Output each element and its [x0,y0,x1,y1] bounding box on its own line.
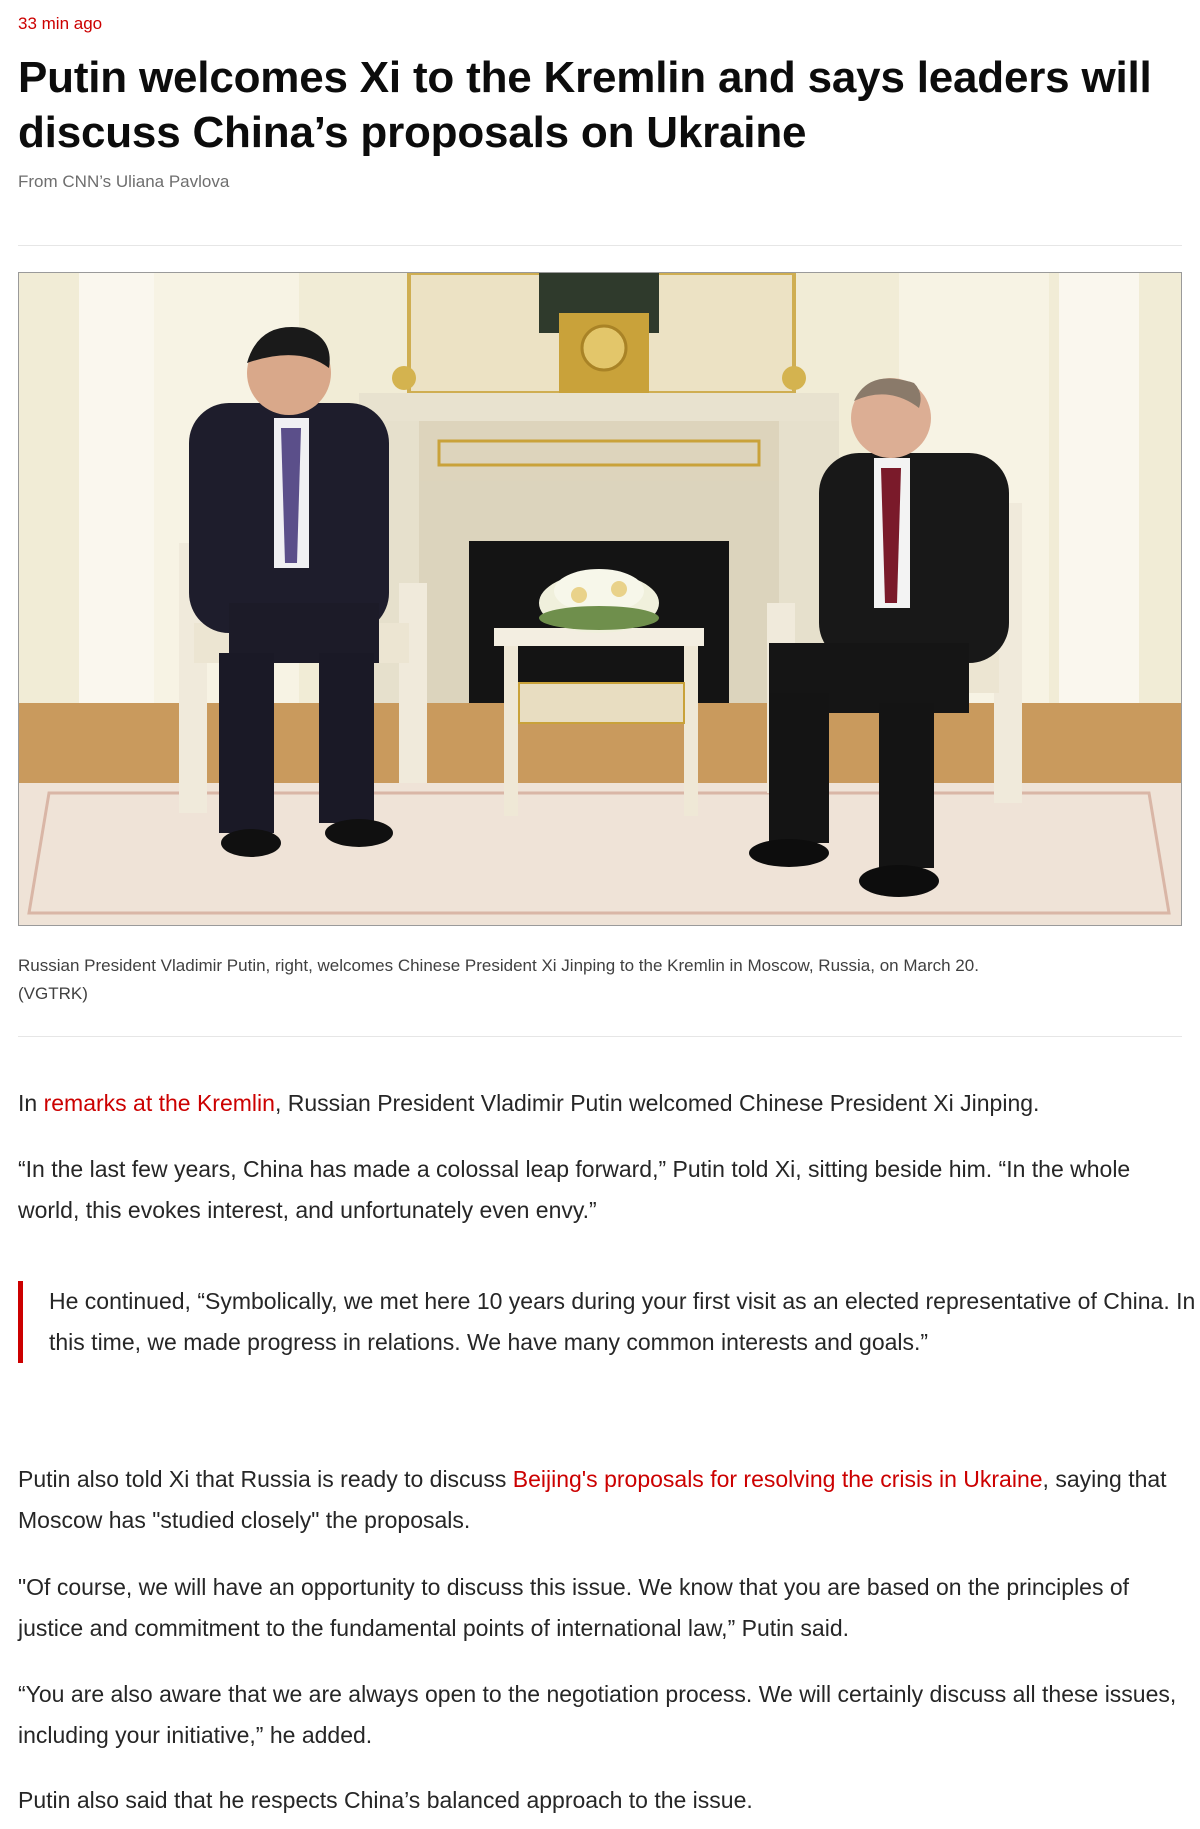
paragraph-text: In [18,1090,44,1116]
post-byline: From CNN’s Uliana Pavlova [18,172,230,191]
beijing-proposals-link[interactable]: Beijing's proposals for resolving the crisis in Ukraine [512,1466,1043,1492]
photo-caption-text: Russian President Vladimir Putin, right, welcomes Chinese President Xi Jinping to the Kremlin in Moscow, Russia, on March 20. [18,956,979,975]
body-paragraph-1 [18,1083,1183,1124]
post-headline: Putin welcomes Xi to the Kremlin and says leaders will discuss China’s proposals on Ukraine [18,53,1152,157]
divider [18,1036,1182,1037]
body-paragraph-2: “In the last few years, China has made a colossal leap forward,” Putin told Xi, sitting beside him. “In the whole world, this evokes interest, and unfortunately even envy.” [18,1156,1131,1223]
divider [18,245,1182,246]
body-paragraph-6: Putin also said that he respects China’s balanced approach to the issue. [18,1787,753,1813]
body-paragraph-4: "Of course, we will have an opportunity to discuss this issue. We know that you are based on the principles of justice and commitment to the fundamental points of international law,” Putin said. [18,1574,1130,1641]
paragraph-text: , saying that Moscow has "studied closely" the proposals. [18,1466,1167,1533]
body-paragraph-3 [18,1459,1183,1541]
blockquote: He continued, “Symbolically, we met here 10 years during your first visit as an elected representative of China. In this time, we made progress in relations. We have many common interests and goals.” [18,1281,1199,1363]
post-timestamp: 33 min ago [18,14,103,33]
photo-illustration [19,273,1181,925]
paragraph-text: , Russian President Vladimir Putin welcomed Chinese President Xi Jinping. [274,1090,1040,1116]
article-photo [18,272,1182,926]
photo-caption [18,952,1168,1008]
paragraph-text: Putin also told Xi that Russia is ready to discuss [18,1466,513,1492]
photo-credit: (VGTRK) [18,984,88,1003]
body-paragraph-5: “You are also aware that we are always open to the negotiation process. We will certainly discuss all these issues, including your initiative,” he added. [18,1681,1177,1748]
remarks-at-kremlin-link[interactable]: remarks at the Kremlin [43,1090,275,1116]
